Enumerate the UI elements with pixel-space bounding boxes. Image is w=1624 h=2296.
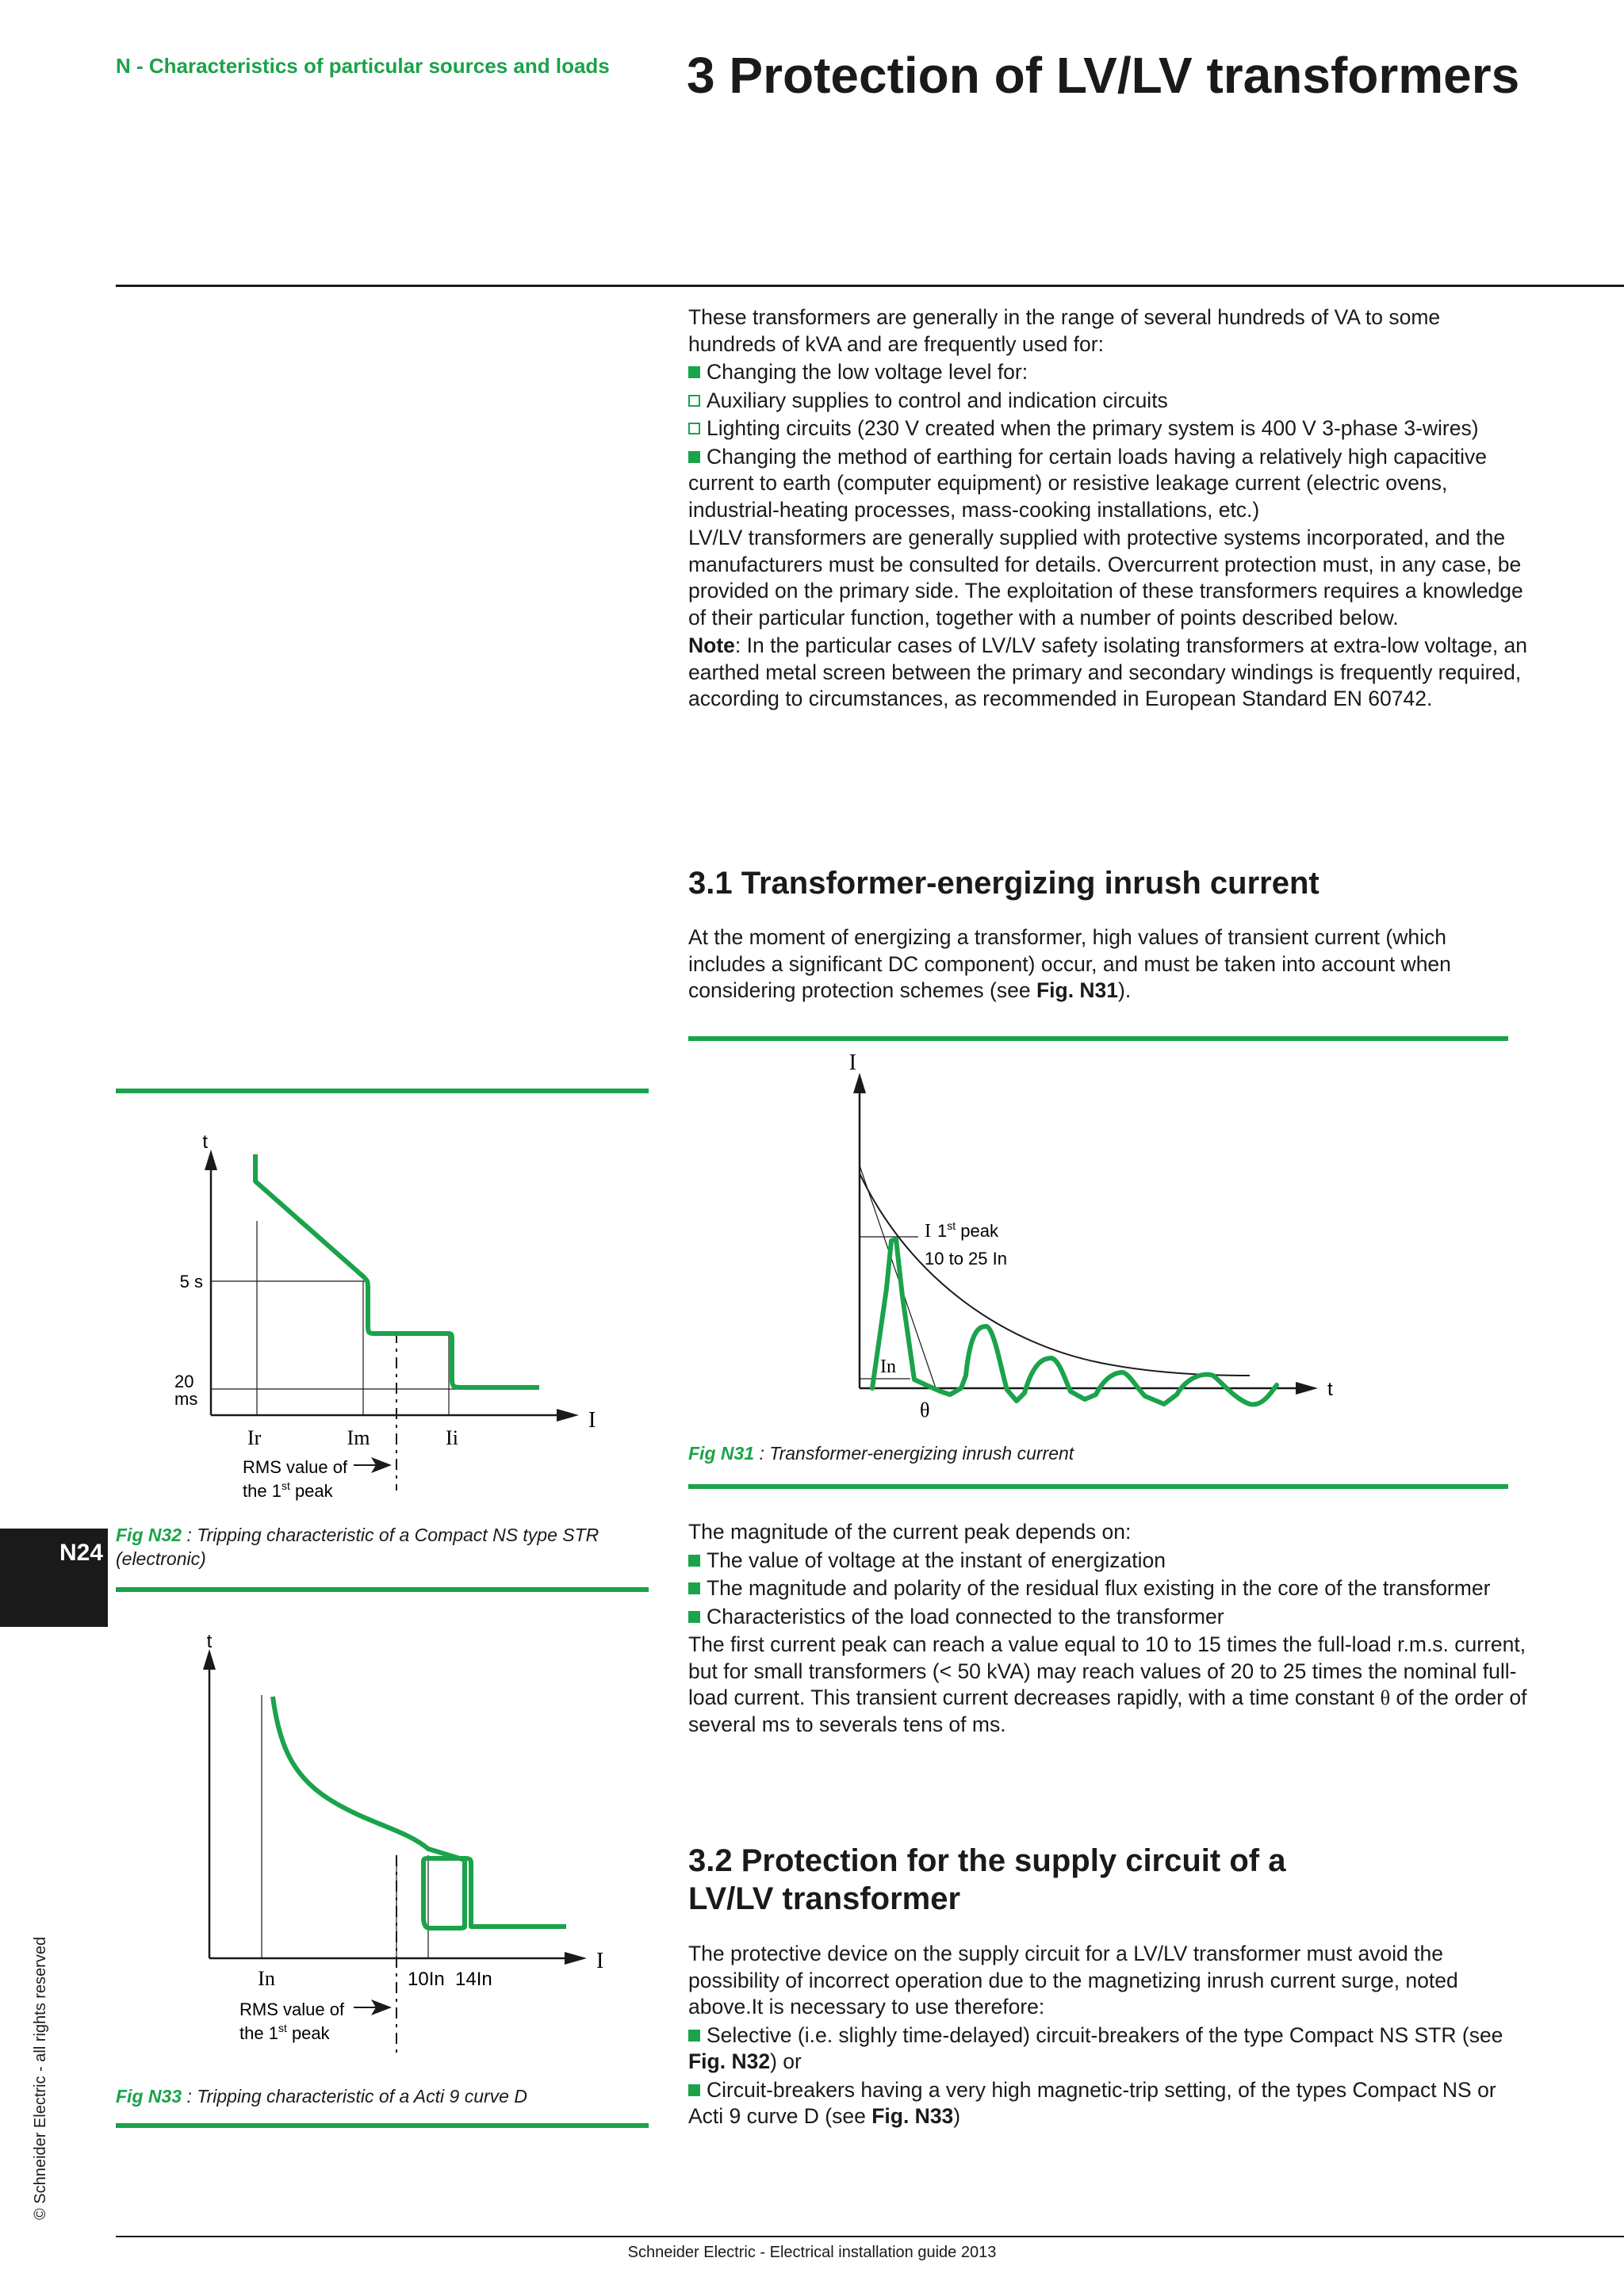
text-run: of the order of several ms to severals tens of ms.	[688, 1686, 1527, 1736]
bullet-item	[688, 2077, 1529, 2130]
20-label: 20	[174, 1372, 194, 1391]
ii-tick-label: Ii	[446, 1426, 458, 1449]
caption-text: : Tripping characteristic of a Compact NS type STR (electronic)	[116, 1525, 599, 1569]
bullet-text: Changing the low voltage level for:	[707, 360, 1028, 384]
figure-reference-link[interactable]: Fig. N32	[688, 2049, 771, 2073]
fig-n33-caption	[116, 2084, 527, 2108]
figure-rule-divider	[116, 1587, 649, 1592]
bullet-text: Auxiliary supplies to control and indication circuits	[707, 388, 1168, 412]
x-axis-arrow-icon	[557, 1409, 579, 1422]
filled-square-bullet-icon	[688, 451, 700, 463]
header-divider	[116, 285, 1624, 287]
caption-figure-number: Fig N31	[688, 1443, 755, 1464]
decay-envelope-curve	[860, 1173, 1250, 1376]
in-label: In	[880, 1357, 896, 1377]
caption-figure-number: Fig N33	[116, 2086, 182, 2107]
note-label: Note	[688, 633, 735, 657]
filled-square-bullet-icon	[688, 2030, 700, 2042]
section-label: N - Characteristics of particular sources and loads	[116, 54, 610, 78]
bullet-item	[688, 1604, 1529, 1631]
figure-reference-link[interactable]: Fig. N33	[871, 2104, 954, 2128]
figure-rule-top	[688, 1036, 1508, 1041]
text-run: The first current peak can reach a value equal to 10 to 15 times the full-load r.m.s. current, but for small transformers (< 50 kVA) may reach values of 20 to 25 times the nominal full-load current. This transient current decreases rapidly, with a time constant	[688, 1632, 1526, 1709]
trip-characteristic-curve	[273, 1697, 566, 1928]
bullet-text: The value of voltage at the instant of energization	[707, 1548, 1166, 1572]
theta-symbol: θ	[1380, 1686, 1391, 1709]
sub-bullet-item	[688, 415, 1529, 442]
caption-text: : Tripping characteristic of a Acti 9 curve D	[182, 2086, 527, 2107]
body-paragraph	[688, 1632, 1529, 1738]
fig-n33-tripping-chart	[116, 1594, 649, 2053]
bullet-text: Lighting circuits (230 V created when the primary system is 400 V 3-phase 3-wires)	[707, 416, 1479, 440]
footer-divider	[116, 2236, 1624, 2237]
figure-rule-bottom	[116, 2123, 649, 2128]
bullet-text: Changing the method of earthing for certain loads having a relatively high capacitive current to earth (computer equipment) or resistive leakage current (electric ovens, industrial-heating processes, mass-cooking installations, etc.)	[688, 444, 1488, 522]
theta-label: θ	[920, 1399, 930, 1422]
tangent-line	[860, 1165, 936, 1388]
filled-square-bullet-icon	[688, 366, 700, 378]
page-number: N24	[59, 1540, 103, 1566]
filled-square-bullet-icon	[688, 1582, 700, 1594]
footer-text: Schneider Electric - Electrical installation guide 2013	[627, 2244, 997, 2261]
caption-text: : Transformer-energizing inrush current	[754, 1443, 1074, 1464]
body-paragraph: The protective device on the supply circuit for a LV/LV transformer must avoid the possibility of incorrect operation due to the magnetizing inrush current surge, noted above.It is necessary to use therefore:	[688, 1942, 1458, 2019]
section-heading-3-1: 3.1 Transformer-energizing inrush current	[688, 866, 1320, 901]
figure-reference-link[interactable]: Fig. N31	[1036, 978, 1119, 1002]
x-axis-label: t	[1327, 1379, 1333, 1400]
note-text: : In the particular cases of LV/LV safety isolating transformers at extra-low voltage, an earthed metal screen between the primary and secondary windings is frequently required, according to circumstances, as recommended in European Standard EN 60742.	[688, 633, 1528, 710]
filled-square-bullet-icon	[688, 2084, 700, 2096]
intro-block	[688, 304, 1529, 713]
text-run: Selective (i.e. slighly time-delayed) circuit-breakers of the type Compact NS STR (see	[707, 2022, 1503, 2047]
bullet-text: The magnitude and polarity of the residual flux existing in the core of the transformer	[707, 1576, 1491, 1600]
bullet-item	[688, 444, 1529, 524]
x-axis-label: I	[596, 1949, 604, 1973]
fig-n31-caption	[688, 1441, 1074, 1465]
peak-label: I 1st peak	[925, 1219, 998, 1242]
x-axis-label: I	[588, 1408, 596, 1433]
intro-paragraph: LV/LV transformers are generally supplied with protective systems incorporated, and the manufacturers must be consulted for details. Overcurrent protection must, in any case, be provided on the primary side. The exploitation of these transformers requires a knowledge of their particular function, together with a number of points described below.	[688, 526, 1523, 629]
10in-tick-label: 10In	[408, 1969, 445, 1990]
sub-bullet-item	[688, 388, 1529, 415]
heading-line: 3.2 Protection for the supply circuit of a	[688, 1843, 1286, 1878]
in-tick-label: In	[258, 1967, 275, 1990]
14in-tick-label: 14In	[455, 1969, 492, 1990]
x-axis-arrow-icon	[1296, 1382, 1318, 1395]
empty-square-bullet-icon	[688, 395, 700, 407]
filled-square-bullet-icon	[688, 1555, 700, 1567]
rms-label: RMS value of	[243, 1457, 348, 1477]
body-paragraph: The magnitude of the current peak depends on:	[688, 1520, 1132, 1544]
rms-label: the 1st peak	[243, 1479, 333, 1501]
y-axis-label: I	[848, 1050, 856, 1075]
rms-label: the 1st peak	[239, 2022, 330, 2043]
bullet-item	[688, 1548, 1529, 1575]
bullet-item	[688, 1575, 1529, 1602]
heading-line: LV/LV transformer	[688, 1881, 961, 1916]
figure-rule-top	[116, 1089, 649, 1093]
figure-rule-bottom	[688, 1484, 1508, 1489]
text-run: )	[953, 2104, 961, 2128]
caption-figure-number: Fig N32	[116, 1525, 182, 1545]
section-3-1-intro	[688, 924, 1529, 1006]
peak-range-label: 10 to 25 In	[925, 1249, 1007, 1269]
text-run: ) or	[770, 2049, 802, 2073]
text-run: ).	[1118, 978, 1132, 1002]
ir-tick-label: Ir	[247, 1426, 262, 1449]
bullet-text: Characteristics of the load connected to the transformer	[707, 1604, 1224, 1628]
y-axis-label: t	[206, 1631, 213, 1652]
rms-label: RMS value of	[239, 1999, 345, 2019]
5s-label: 5 s	[179, 1272, 203, 1292]
text-run: At the moment of energizing a transformer, high values of transient current (which includes a significant DC component) occur, and must be taken into account when considering protection schemes (see	[688, 925, 1451, 1002]
section-3-2-body	[688, 1941, 1529, 2132]
y-axis-label: t	[202, 1131, 208, 1153]
y-axis-arrow-icon	[853, 1073, 866, 1093]
trip-characteristic-curve	[255, 1154, 539, 1387]
filled-square-bullet-icon	[688, 1611, 700, 1623]
ms-label: ms	[174, 1389, 198, 1409]
section-heading-3-2	[688, 1842, 1285, 1918]
empty-square-bullet-icon	[688, 423, 700, 434]
fig-n31-inrush-chart	[688, 1043, 1508, 1471]
section-3-1-continued	[688, 1519, 1529, 1739]
fig-n32-tripping-chart	[116, 1094, 649, 1506]
copyright-notice: © Schneider Electric - all rights reserved	[32, 1936, 49, 2220]
note-paragraph	[688, 633, 1529, 713]
fig-n32-caption	[116, 1523, 639, 1571]
bullet-item	[688, 359, 1529, 386]
im-tick-label: Im	[347, 1426, 370, 1449]
text-run: Circuit-breakers having a very high magnetic-trip setting, of the types Compact NS or Acti 9 curve D (see	[688, 2077, 1496, 2128]
bullet-item	[688, 2022, 1529, 2076]
x-axis-arrow-icon	[565, 1952, 587, 1965]
intro-paragraph: These transformers are generally in the range of several hundreds of VA to some hundreds of kVA and are frequently used for:	[688, 305, 1441, 356]
body-paragraph	[688, 924, 1529, 1004]
page-title: 3 Protection of LV/LV transformers	[687, 47, 1520, 104]
